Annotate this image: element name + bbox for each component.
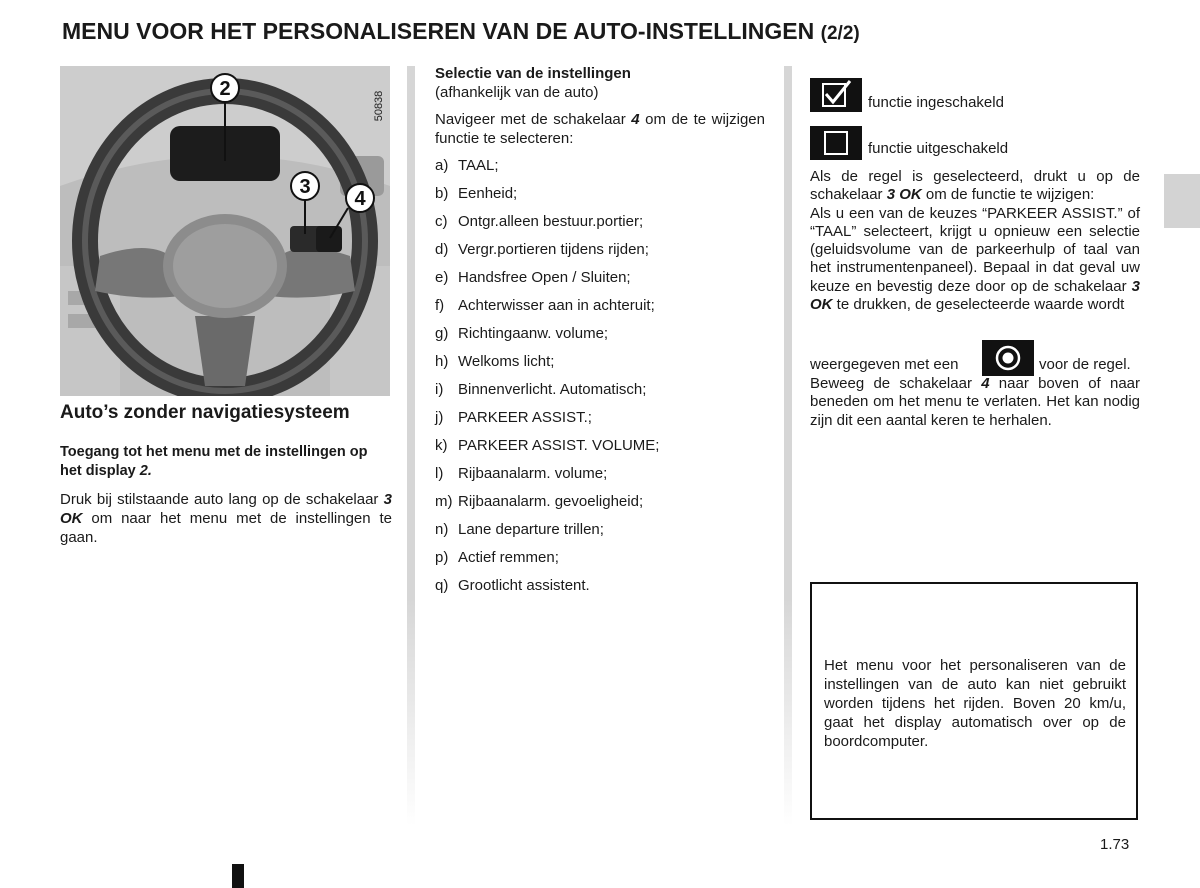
- section-tab: [1164, 174, 1200, 228]
- icon-off-label: functie uitgeschakeld: [868, 140, 1009, 157]
- para1-text-c: om de functie te wijzigen:: [921, 186, 1095, 204]
- item-text: Rijbaanalarm. gevoeligheid;: [458, 493, 644, 510]
- para4-text-a: Beweeg de schakelaar: [810, 375, 982, 392]
- item-letter: q): [435, 577, 449, 594]
- steering-wheel-illustration: [60, 66, 390, 396]
- item-letter: l): [435, 465, 444, 482]
- item-letter: j): [435, 409, 444, 426]
- item-letter: f): [435, 297, 445, 314]
- item-letter: e): [435, 269, 449, 286]
- list-item: [435, 549, 559, 566]
- item-text: TAAL;: [458, 157, 499, 174]
- intro-text-a: Navigeer met de schakelaar: [435, 111, 632, 128]
- list-item: [435, 465, 607, 482]
- item-text: Achterwisser aan in achteruit;: [458, 297, 655, 314]
- figure-number: 50838: [373, 90, 385, 122]
- para2-ref: 3 OK: [810, 277, 1140, 314]
- item-letter: p): [435, 549, 449, 566]
- item-text: PARKEER ASSIST.;: [458, 409, 592, 426]
- list-item: [435, 185, 517, 202]
- page-title-main: MENU VOOR HET PERSONALISEREN VAN DE AUTO-INSTELLINGEN: [62, 18, 815, 44]
- item-text: Rijbaanalarm. volume;: [458, 465, 608, 482]
- para-ref: 3 OK: [60, 491, 392, 527]
- section-subheading: [60, 443, 390, 481]
- list-item: [435, 353, 554, 370]
- item-text: Grootlicht assistent.: [458, 577, 590, 594]
- note-box: [810, 582, 1138, 820]
- checkbox-unchecked-icon: [810, 126, 862, 160]
- selected-radio-icon: [982, 340, 1034, 376]
- list-item: [435, 493, 643, 510]
- para2-text-c: te drukken, de geselecteerde waarde wordt: [832, 296, 1125, 314]
- subheading-text: Toegang tot het menu met de instellingen op het display: [60, 444, 368, 479]
- item-text: Handsfree Open / Sluiten;: [458, 269, 631, 286]
- subheading-ref: 2.: [139, 463, 152, 479]
- column-divider: [784, 66, 792, 826]
- list-item: [435, 577, 590, 594]
- selection-intro: [435, 64, 765, 148]
- para4-ref: 4: [981, 375, 990, 392]
- para1-ref: 3 OK: [886, 186, 922, 204]
- steering-wheel-drawing: [60, 66, 390, 396]
- item-text: Ontgr.alleen bestuur.portier;: [458, 213, 644, 230]
- callout-3: 3: [299, 176, 311, 198]
- list-item: [435, 437, 659, 454]
- item-text: Actief remmen;: [458, 549, 559, 566]
- item-letter: b): [435, 185, 449, 202]
- para1-text-a: Als de regel is geselecteerd, drukt u op de schakelaar: [810, 168, 1140, 204]
- exit-menu-text: [810, 375, 1140, 430]
- list-item: [435, 325, 608, 342]
- page-title: [62, 18, 860, 45]
- note-text: Het menu voor het personaliseren van de instellingen van de auto kan niet gebruikt worden tijdens het rijden. Boven 20 km/u, gaat het display automatisch over op de boordcomputer.: [824, 657, 1126, 750]
- list-item: [435, 269, 631, 286]
- icon-on-label: functie ingeschakeld: [868, 94, 1004, 111]
- item-text: PARKEER ASSIST. VOLUME;: [458, 437, 660, 454]
- page-number: 1.73: [1100, 836, 1130, 853]
- change-setting-text: [810, 168, 1140, 314]
- access-paragraph: [60, 490, 392, 547]
- list-item: [435, 213, 643, 230]
- item-text: Welkoms licht;: [458, 353, 555, 370]
- list-item: [435, 241, 649, 258]
- item-letter: k): [435, 437, 448, 454]
- page-title-suffix: (2/2): [820, 23, 860, 44]
- item-letter: i): [435, 381, 444, 398]
- item-text: Binnenverlicht. Automatisch;: [458, 381, 647, 398]
- intro-ref: 4: [631, 111, 640, 128]
- item-text: Vergr.portieren tijdens rijden;: [458, 241, 649, 258]
- section-heading: Auto’s zonder navigatiesysteem: [60, 402, 350, 423]
- para3-text-a: weergegeven met een: [810, 356, 959, 373]
- selection-heading: Selectie van de instellingen: [435, 65, 631, 82]
- list-item: [435, 381, 646, 398]
- item-letter: m): [435, 493, 453, 510]
- selection-subheading: (afhankelijk van de auto): [435, 84, 599, 101]
- item-letter: a): [435, 157, 449, 174]
- list-item: [435, 409, 592, 426]
- list-item: [435, 297, 655, 314]
- item-text: Eenheid;: [458, 185, 518, 202]
- column-divider: [407, 66, 415, 826]
- para2-text-a: Als u een van de keuzes “PARKEER ASSIST.” of “TAAL” selecteert, krijgt u opnieuw een selectie (geluidsvolume van de parkeerhulp of taal van het instrumentenpaneel). Bepaal in dat geval uw keuze en bevestig deze door op de schakelaar: [810, 204, 1140, 295]
- list-item: [435, 521, 604, 538]
- print-mark: [232, 864, 244, 888]
- list-item: [435, 157, 499, 174]
- checkbox-checked-icon: [810, 78, 862, 112]
- item-letter: n): [435, 521, 449, 538]
- callout-4: 4: [354, 188, 366, 210]
- para-text-c: om naar het menu met de instellingen te gaan.: [60, 510, 392, 546]
- para4-text-c: naar boven of naar beneden om het menu te verlaten. Het kan nodig zijn dit een aantal keren te herhalen.: [810, 375, 1140, 429]
- item-letter: g): [435, 325, 449, 342]
- callout-2: 2: [219, 78, 231, 100]
- item-text: Richtingaanw. volume;: [458, 325, 609, 342]
- item-letter: h): [435, 353, 449, 370]
- para-text-a: Druk bij stilstaande auto lang op de schakelaar: [60, 491, 384, 508]
- item-letter: d): [435, 241, 449, 258]
- item-text: Lane departure trillen;: [458, 521, 604, 538]
- para3-text-b: voor de regel.: [1039, 356, 1131, 373]
- intro-text-c: om de te wijzigen functie te selecteren:: [435, 111, 765, 147]
- selection-intro-text: [435, 110, 765, 148]
- item-letter: c): [435, 213, 448, 230]
